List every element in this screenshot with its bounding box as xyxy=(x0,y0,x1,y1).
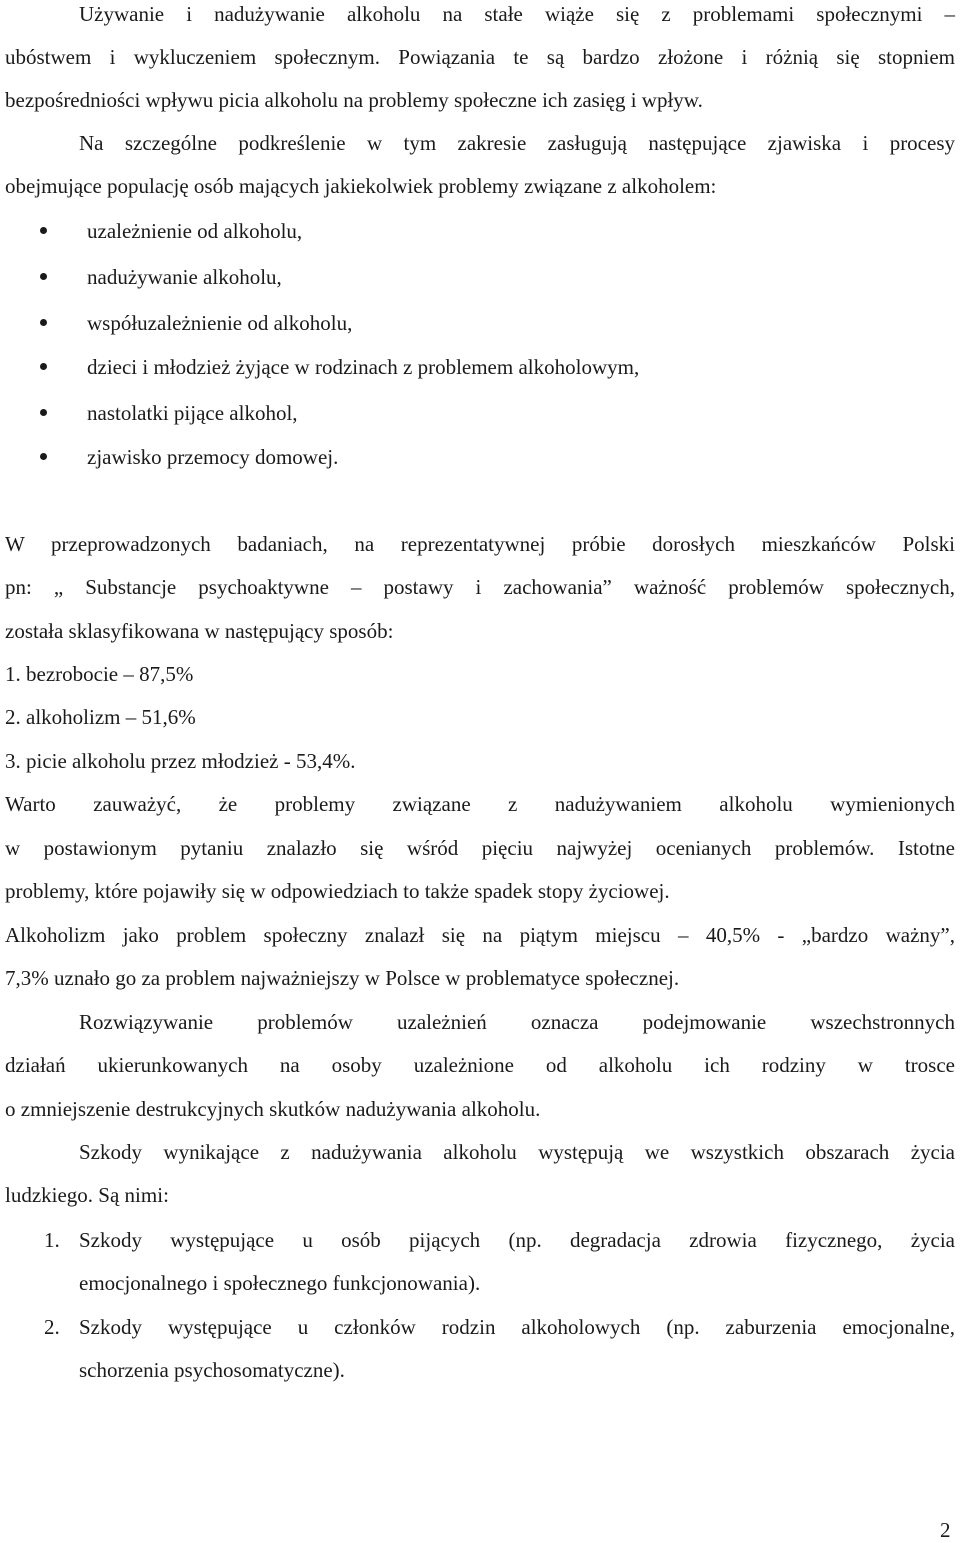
bullet-icon xyxy=(40,319,47,326)
text-line: Alkoholizm jako problem społeczny znalazł się na piątym miejscu – 40,5% - „bardzo ważny”, xyxy=(5,923,955,947)
list-item-text: zjawisko przemocy domowej. xyxy=(87,445,339,469)
text-line: ludzkiego. Są nimi: xyxy=(5,1183,169,1207)
ranking-item: 1. bezrobocie – 87,5% xyxy=(5,662,194,686)
text-line: W przeprowadzonych badaniach, na reprezentatywnej próbie dorosłych mieszkańców Polski xyxy=(5,532,955,556)
text-line: ubóstwem i wykluczeniem społecznym. Powiązania te są bardzo złożone i różnią się stopniem xyxy=(5,45,955,69)
text-line: w postawionym pytaniu znalazło się wśród pięciu najwyżej ocenianych problemów. Istotne xyxy=(5,836,955,860)
bullet-icon xyxy=(40,227,47,234)
list-item-number: 1. xyxy=(44,1228,60,1252)
text-line: Używanie i nadużywanie alkoholu na stałe wiąże się z problemami społecznymi – xyxy=(79,2,955,26)
text-line: bezpośredniości wpływu picia alkoholu na problemy społeczne ich zasięg i wpływ. xyxy=(5,88,703,112)
bullet-icon xyxy=(40,409,47,416)
text-line: została sklasyfikowana w następujący sposób: xyxy=(5,619,394,643)
list-item-text: Szkody występujące u członków rodzin alkoholowych (np. zaburzenia emocjonalne, xyxy=(79,1315,955,1339)
list-item-text: nadużywanie alkoholu, xyxy=(87,265,282,289)
list-item-number: 2. xyxy=(44,1315,60,1339)
text-line: Warto zauważyć, że problemy związane z nadużywaniem alkoholu wymienionych xyxy=(5,792,955,816)
text-line: problemy, które pojawiły się w odpowiedziach to także spadek stopy życiowej. xyxy=(5,879,670,903)
text-line: Rozwiązywanie problemów uzależnień oznacza podejmowanie wszechstronnych xyxy=(79,1010,955,1034)
list-item-text: uzależnienie od alkoholu, xyxy=(87,219,303,243)
bullet-icon xyxy=(40,453,47,460)
bullet-icon xyxy=(40,273,47,280)
ranking-item: 3. picie alkoholu przez młodzież - 53,4%. xyxy=(5,749,356,773)
text-line: Szkody wynikające z nadużywania alkoholu występują we wszystkich obszarach życia xyxy=(79,1140,955,1164)
text-line: o zmniejszenie destrukcyjnych skutków nadużywania alkoholu. xyxy=(5,1097,541,1121)
list-item-text: schorzenia psychosomatyczne). xyxy=(79,1358,345,1382)
list-item-text: Szkody występujące u osób pijących (np. degradacja zdrowia fizycznego, życia xyxy=(79,1228,955,1252)
text-line: pn: „ Substancje psychoaktywne – postawy i zachowania” ważność problemów społecznych, xyxy=(5,575,955,599)
ranking-item: 2. alkoholizm – 51,6% xyxy=(5,705,196,729)
bullet-icon xyxy=(40,363,47,370)
list-item-text: nastolatki pijące alkohol, xyxy=(87,401,298,425)
page-number: 2 xyxy=(940,1518,951,1542)
list-item-text: emocjonalnego i społecznego funkcjonowania). xyxy=(79,1271,481,1295)
text-line: 7,3% uznało go za problem najważniejszy w Polsce w problematyce społecznej. xyxy=(5,966,680,990)
text-line: obejmujące populację osób mających jakiekolwiek problemy związane z alkoholem: xyxy=(5,174,717,198)
list-item-text: dzieci i młodzież żyjące w rodzinach z problemem alkoholowym, xyxy=(87,355,640,379)
text-line: Na szczególne podkreślenie w tym zakresie zasługują następujące zjawiska i procesy xyxy=(79,131,955,155)
list-item-text: współuzależnienie od alkoholu, xyxy=(87,311,353,335)
text-line: działań ukierunkowanych na osoby uzależnione od alkoholu ich rodziny w trosce xyxy=(5,1053,955,1077)
